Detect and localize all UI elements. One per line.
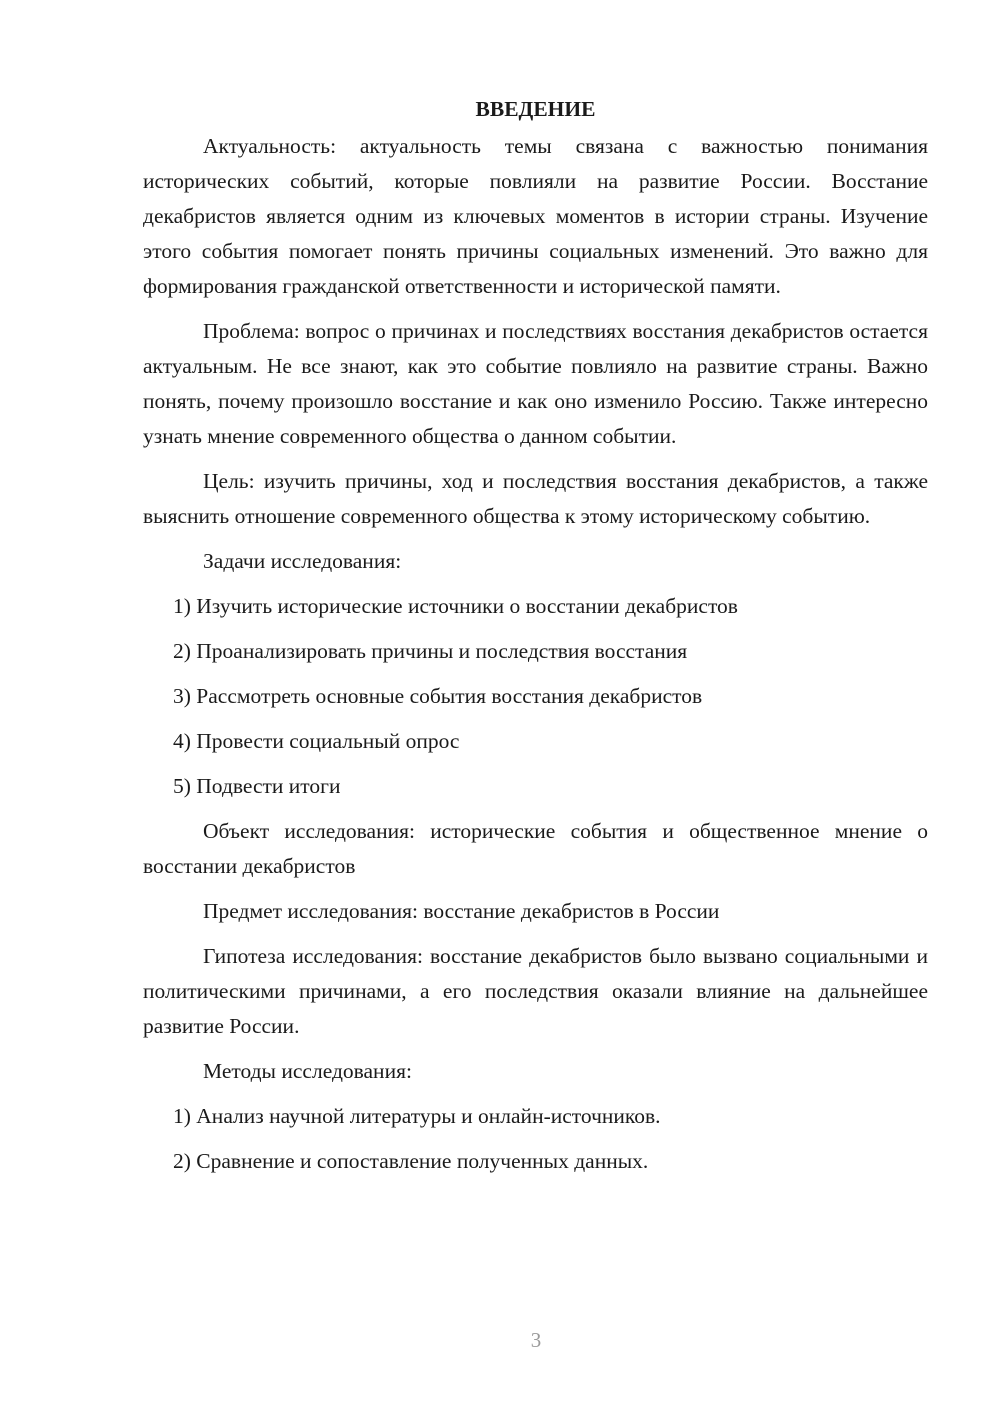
object-paragraph: Объект исследования: исторические события и общественное мнение о восстании декабристов xyxy=(143,819,928,878)
methods-list xyxy=(143,1099,928,1179)
methods-heading: Методы исследования: xyxy=(203,1059,412,1083)
relevance-paragraph: Актуальность: актуальность темы связана с важностью понимания исторических событий, которые повлияли на развитие России. Восстание декабристов является одним из ключевых моментов в истории страны. Изучение этого события помогает понять причины социальных изменений. Это важно для формирования гражданской ответственности и исторической памяти. xyxy=(143,134,928,298)
hypothesis-paragraph: Гипотеза исследования: восстание декабристов было вызвано социальными и политическими причинами, а его последствия оказали влияние на дальнейшее развитие России. xyxy=(143,944,928,1038)
problem-paragraph: Проблема: вопрос о причинах и последствиях восстания декабристов остается актуальным. Не все знают, как это событие повлияло на развитие страны. Важно понять, почему произошло восстание и как оно изменило Россию. Также интересно узнать мнение современного общества о данном событии. xyxy=(143,319,928,448)
tasks-heading: Задачи исследования: xyxy=(203,549,402,573)
section-title: ВВЕДЕНИЕ xyxy=(475,97,596,121)
goal-paragraph: Цель: изучить причины, ход и последствия восстания декабристов, а также выяснить отношение современного общества к этому историческому событию. xyxy=(143,469,928,528)
subject-paragraph: Предмет исследования: восстание декабристов в России xyxy=(203,899,720,923)
list-item: 4) Провести социальный опрос xyxy=(173,729,460,753)
list-item: 3) Рассмотреть основные события восстания декабристов xyxy=(173,684,703,708)
page-number: 3 xyxy=(530,1328,542,1352)
document-page xyxy=(143,92,928,1189)
tasks-list xyxy=(143,589,928,804)
list-item: 2) Сравнение и сопоставление полученных данных. xyxy=(173,1149,649,1173)
list-item: 5) Подвести итоги xyxy=(173,774,341,798)
list-item: 1) Изучить исторические источники о восстании декабристов xyxy=(173,594,738,618)
list-item: 2) Проанализировать причины и последствия восстания xyxy=(173,639,688,663)
list-item: 1) Анализ научной литературы и онлайн-источников. xyxy=(173,1104,661,1128)
